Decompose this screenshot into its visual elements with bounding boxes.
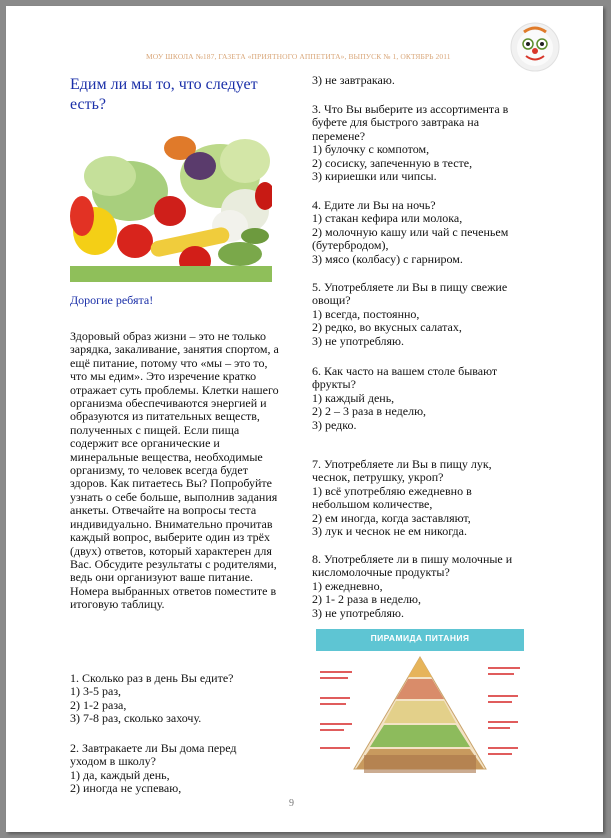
- pyramid-title: ПИРАМИДА ПИТАНИЯ: [370, 633, 470, 643]
- answer-option: 1) 3-5 раз,: [70, 684, 122, 699]
- question-7: [312, 458, 512, 538]
- answer-option: 2) 1- 2 раза в неделю,: [312, 592, 422, 607]
- question-2: [70, 742, 282, 796]
- question-text: 5. Употребляете ли Вы в пищу свежие овощи?: [312, 280, 508, 308]
- question-4: [312, 199, 524, 266]
- answer-option: 2) редко, во вкусных салатах,: [312, 320, 462, 335]
- answer-option: 2) молочную кашу или чай с печеньем (бутербродом),: [312, 224, 509, 253]
- answer-option: 1) каждый день,: [312, 390, 395, 405]
- document-page: [6, 6, 603, 832]
- answer-option: 3) кириешки или чипсы.: [312, 169, 437, 184]
- answer-option: 1) булочку с компотом,: [312, 142, 430, 157]
- answer-option: 2) иногда не успеваю,: [70, 781, 182, 796]
- question-8: [312, 553, 527, 620]
- question-text: 1. Сколько раз в день Вы едите?: [70, 671, 234, 685]
- food-pyramid-figure: [316, 629, 524, 777]
- answer-option: 3) редко.: [312, 417, 357, 432]
- answer-option: 1) всегда, постоянно,: [312, 306, 420, 321]
- answer-option: 3) не завтракаю.: [312, 73, 395, 87]
- question-text: 4. Едите ли Вы на ночь?: [312, 198, 436, 212]
- page-number: 9: [289, 798, 294, 809]
- question-text: 3. Что Вы выберите из ассортимента в буфете для быстрого завтрака на перемене?: [312, 102, 509, 143]
- question-5: [312, 281, 512, 348]
- question-3: [312, 103, 527, 183]
- question-1: [70, 672, 282, 726]
- answer-option: 2) ем иногда, когда заставляют,: [312, 510, 471, 525]
- question-2-continued: [312, 74, 395, 87]
- answer-option: 1) да, каждый день,: [70, 767, 170, 782]
- page-header: МОУ ШКОЛА №187, ГАЗЕТА «ПРИЯТНОГО АППЕТИТА», ВЫПУСК № 1, ОКТЯБРЬ 2011: [146, 52, 451, 61]
- answer-option: 1) ежедневно,: [312, 578, 383, 593]
- question-6: [312, 365, 512, 432]
- question-text: 6. Как часто на вашем столе бывают фрукты?: [312, 364, 498, 392]
- question-text: 2. Завтракаете ли Вы дома перед уходом в школу?: [70, 741, 237, 769]
- greeting: Дорогие ребята!: [70, 293, 154, 307]
- answer-option: 2) сосиску, запеченную в тесте,: [312, 155, 473, 170]
- question-text: 7. Употребляете ли Вы в пищу лук, чеснок, петрушку, укроп?: [312, 457, 492, 485]
- answer-option: 3) мясо (колбасу) с гарниром.: [312, 251, 463, 266]
- food-pyramid-illustration: [316, 651, 524, 777]
- answer-option: 3) не употребляю.: [312, 333, 405, 348]
- answer-option: 2) 1-2 раза,: [70, 697, 127, 712]
- vegetables-photo: [70, 136, 272, 282]
- answer-option: 3) 7-8 раз, сколько захочу.: [70, 711, 202, 726]
- answer-option: 3) лук и чеснок не ем никогда.: [312, 524, 467, 539]
- question-text: 8. Употребляете ли в пишу молочные и кисломолочные продукты?: [312, 552, 513, 580]
- answer-option: 1) всё употребляю ежедневно в небольшом количестве,: [312, 483, 472, 512]
- answer-option: 2) 2 – 3 раза в неделю,: [312, 404, 427, 419]
- smiley-food-logo: [510, 22, 560, 72]
- answer-option: 1) стакан кефира или молока,: [312, 211, 463, 226]
- intro-paragraph: Здоровый образ жизни – это не только зарядка, закаливание, занятия спортом, а ещё питание, потому что «мы – это то, что мы едим». Это изречение кратко отражает суть проблемы. Клетки нашего организма обеспечиваются энергией и образуются из питательных веществ, полученных с пищей. Если пища содержит все органические и минеральные вещества, необходимые организму, то человек всегда будет здоров. Как питаетесь Вы? Попробуйте узнать о себе больше, выполнив задания анкеты. Отвечайте на вопросы теста индивидуально. Внимательно прочитав каждый вопрос, выберите один из трёх (двух) ответов, который характерен для Вас. Обсудите результаты с родителями, ведь они организуют ваше питание. Номера выбранных ответов поместите в итоговую таблицу.: [70, 329, 279, 612]
- answer-option: 3) не употребляю.: [312, 605, 405, 620]
- article-title: Едим ли мы то, что следует есть?: [70, 76, 258, 113]
